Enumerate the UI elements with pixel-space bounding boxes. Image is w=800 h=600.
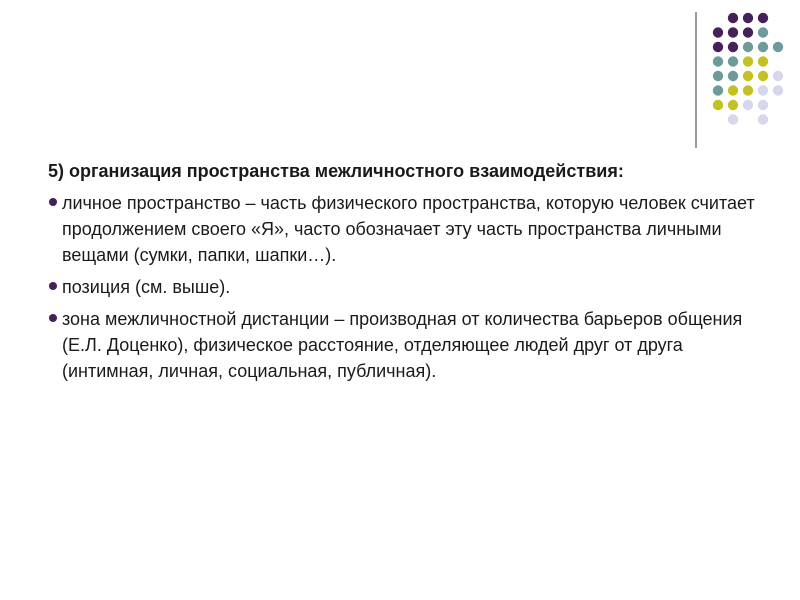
bullet-item: [48, 274, 768, 300]
decorative-dot: [728, 85, 738, 95]
decorative-dot: [758, 100, 768, 110]
decorative-dot: [743, 13, 753, 23]
decorative-dot: [713, 100, 723, 110]
decorative-dot: [743, 42, 753, 52]
decorative-dot: [743, 56, 753, 66]
decorative-dot: [758, 13, 768, 23]
decorative-dot: [758, 56, 768, 66]
decorative-dot: [713, 27, 723, 37]
decorative-dot: [758, 42, 768, 52]
decorative-dot: [758, 71, 768, 81]
decorative-dot: [728, 42, 738, 52]
decorative-dot: [713, 85, 723, 95]
vertical-divider-line: [695, 12, 697, 148]
slide-content: [48, 158, 768, 390]
decorative-dot: [728, 114, 738, 124]
decorative-dot: [728, 71, 738, 81]
decorative-dot: [713, 42, 723, 52]
decorative-dot: [728, 100, 738, 110]
decorative-dot: [773, 85, 783, 95]
decorative-dot: [758, 85, 768, 95]
bullet-dot-icon: [49, 282, 57, 290]
decorative-dot: [743, 27, 753, 37]
decorative-dot: [728, 27, 738, 37]
bullet-text: личное пространство – часть физического пространства, которую человек считает продолжением своего «Я», часто обозначает эту часть пространства личными вещами (сумки, папки, шапки…).: [62, 193, 755, 265]
decorative-dot: [758, 114, 768, 124]
bullet-text: зона межличностной дистанции – производная от количества барьеров общения (Е.Л. Доценко), физическое расстояние, отделяющее людей друг от друга (интимная, личная, социальная, публичная).: [62, 309, 743, 381]
bullet-dot-icon: [49, 314, 57, 322]
slide-heading: 5) организация пространства межличностного взаимодействия:: [48, 161, 624, 181]
decorative-dot: [773, 71, 783, 81]
decorative-dot: [728, 13, 738, 23]
decorative-dot: [743, 71, 753, 81]
decorative-dot: [728, 56, 738, 66]
decorative-dot: [773, 42, 783, 52]
decorative-dot: [743, 85, 753, 95]
decorative-dot: [758, 27, 768, 37]
decorative-dot: [713, 71, 723, 81]
decorative-dot: [713, 56, 723, 66]
bullet-text: позиция (см. выше).: [62, 277, 231, 297]
bullet-item: [48, 190, 768, 268]
bullet-dot-icon: [49, 198, 57, 206]
decorative-dot: [743, 100, 753, 110]
dot-pattern-decoration: [0, 0, 800, 160]
bullet-item: [48, 306, 768, 384]
